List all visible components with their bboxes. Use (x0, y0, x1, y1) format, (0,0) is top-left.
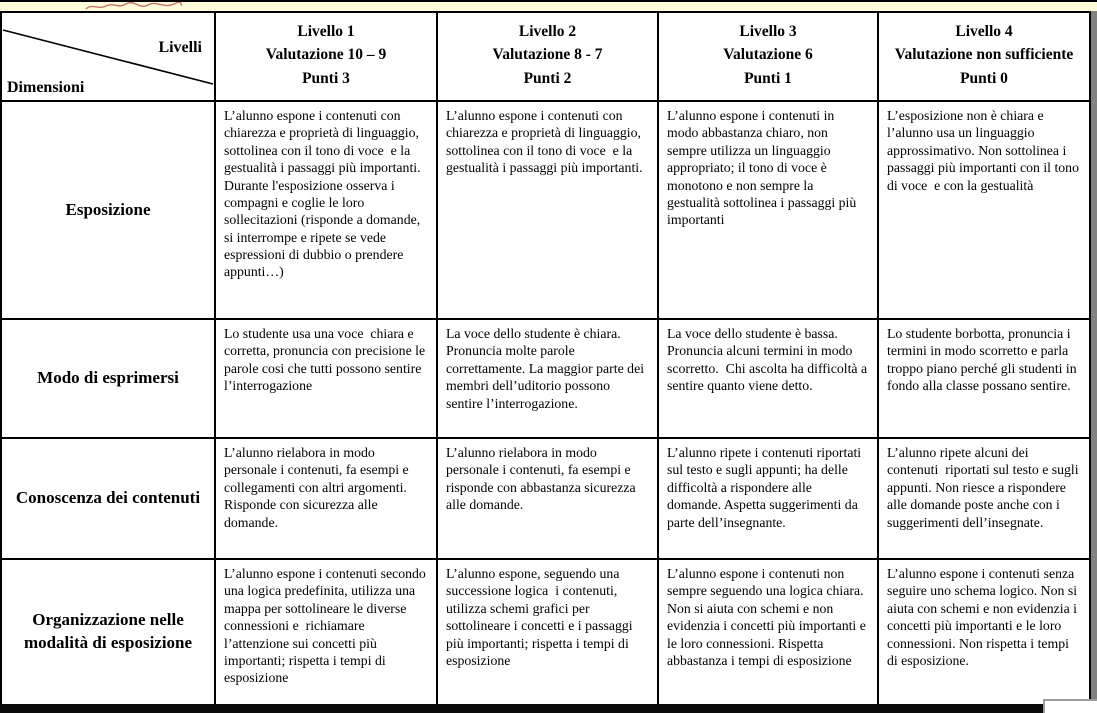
cell-conoscenza-livello-1: L’alunno rielabora in modo personale i contenuti, fa esempi e collegamenti con altri argomenti. Risponde con sicurezza alle domande. (215, 438, 437, 559)
header-title: Livello 4 (955, 23, 1013, 40)
handwriting-mark (84, 2, 184, 11)
rubric-table (0, 11, 1091, 706)
row-label-organizzazione: Organizzazione nelle modalità di esposizione (1, 559, 215, 705)
table-row-esposizione (1, 101, 1090, 319)
header-punti: Punti 3 (302, 69, 350, 87)
header-punti: Punti 2 (523, 69, 572, 87)
cell-conoscenza-livello-3: L’alunno ripete i contenuti riportati sul testo e sugli appunti; ha delle difficoltà a rispondere alle domande. Aspetta suggerimenti da parte dell’insegnante. (658, 438, 878, 559)
header-valutazione: Valutazione 10 – 9 (265, 46, 387, 64)
header-row (1, 12, 1090, 101)
cell-conoscenza-livello-2: L’alunno rielabora in modo personale i contenuti, fa esempi e risponde con abbastanza sicurezza alle domande. (437, 438, 658, 559)
header-valutazione: Valutazione non sufficiente (894, 46, 1074, 64)
corner-header-cell (1, 12, 215, 101)
cell-esposizione-livello-3: L’alunno espone i contenuti in modo abbastanza chiaro, non sempre utilizza un linguaggio appropriato; il tono di voce è monotono e non sempre la gestualità sottolinea i passaggi più importanti (658, 101, 878, 319)
cell-modo-livello-1: Lo studente usa una voce chiara e corretta, pronuncia con precisione le parole cosi che tutti possono sentire l’interrogazione (215, 319, 437, 438)
column-header-livello-3 (658, 12, 878, 101)
cell-organizzazione-livello-2: L’alunno espone, seguendo una successione logica i contenuti, utilizza schemi grafici per sottolineare i concetti e i passaggi più importanti; rispetta i tempi di esposizione (437, 559, 658, 705)
column-header-livello-4 (878, 12, 1090, 101)
header-punti: Punti 0 (960, 69, 1008, 87)
table-bottom-border (0, 704, 1089, 713)
cell-modo-livello-4: Lo studente borbotta, pronuncia i termini in modo scorretto e parla troppo piano perché gli studenti in fondo alla classe possano sentire. (878, 319, 1090, 438)
header-title: Livello 3 (739, 23, 797, 40)
corner-livelli-label: Livelli (158, 39, 202, 56)
cell-conoscenza-livello-4: L’alunno ripete alcuni dei contenuti riportati sul testo e sugli appunti. Non riesce a rispondere alle domande poste anche con i suggerimenti dell’insegnate. (878, 438, 1090, 559)
bottom-right-box (1043, 699, 1097, 713)
cell-esposizione-livello-4: L’esposizione non è chiara e l’alunno usa un linguaggio approssimativo. Non sottolinea i passaggi più importanti con il tono di voce e con la gestualità (878, 101, 1090, 319)
header-punti: Punti 1 (744, 69, 792, 87)
cell-organizzazione-livello-1: L’alunno espone i contenuti secondo una logica predefinita, utilizza una mappa per sottolineare le diverse connessioni e richiamare l’attenzione sui concetti più importanti; rispetta i tempi di esposizione (215, 559, 437, 705)
table-row-modo-di-esprimersi (1, 319, 1090, 438)
cell-modo-livello-3: La voce dello studente è bassa. Pronuncia alcuni termini in modo scorretto. Chi ascolta ha difficoltà a sentire quanto viene detto. (658, 319, 878, 438)
cell-organizzazione-livello-4: L’alunno espone i contenuti senza seguire uno schema logico. Non si aiuta con schemi e non evidenzia i concetti più importanti e le loro connessioni. Non rispetta i tempi di esposizione. (878, 559, 1090, 705)
top-margin-strip (0, 0, 1097, 11)
column-header-livello-2 (437, 12, 658, 101)
header-title: Livello 2 (518, 23, 577, 40)
row-label-modo-di-esprimersi: Modo di esprimersi (1, 319, 215, 438)
cell-esposizione-livello-2: L’alunno espone i contenuti con chiarezza e proprietà di linguaggio, sottolinea con il tono di voce e la gestualità i passaggi più importanti. (437, 101, 658, 319)
cell-modo-livello-2: La voce dello studente è chiara. Pronuncia molte parole correttamente. La maggior parte dei membri dell’uditorio possono sentire l’interrogazione. (437, 319, 658, 438)
cell-organizzazione-livello-3: L’alunno espone i contenuti non sempre seguendo una logica chiara. Non si aiuta con schemi e non evidenzia i concetti più importanti e le loro connessioni. Rispetta abbastanza i tempi di esposizione (658, 559, 878, 705)
header-valutazione: Valutazione 6 (723, 46, 813, 64)
cell-esposizione-livello-1: L’alunno espone i contenuti con chiarezza e proprietà di linguaggio, sottolinea con il tono di voce e la gestualità i passaggi più importanti. Durante l'esposizione osserva i compagni e coglie le loro sollecitazioni (risponde a domande, si interrompe e ripete se vede espressioni di dubbio o prendere appunti…) (215, 101, 437, 319)
header-valutazione: Valutazione 8 - 7 (492, 46, 603, 64)
row-label-conoscenza: Conoscenza dei contenuti (1, 438, 215, 559)
row-label-esposizione: Esposizione (1, 101, 215, 319)
corner-dimensioni-label: Dimensioni (7, 79, 85, 96)
column-header-livello-1 (215, 12, 437, 101)
table-row-organizzazione (1, 559, 1090, 705)
header-title: Livello 1 (297, 23, 355, 40)
table-row-conoscenza (1, 438, 1090, 559)
